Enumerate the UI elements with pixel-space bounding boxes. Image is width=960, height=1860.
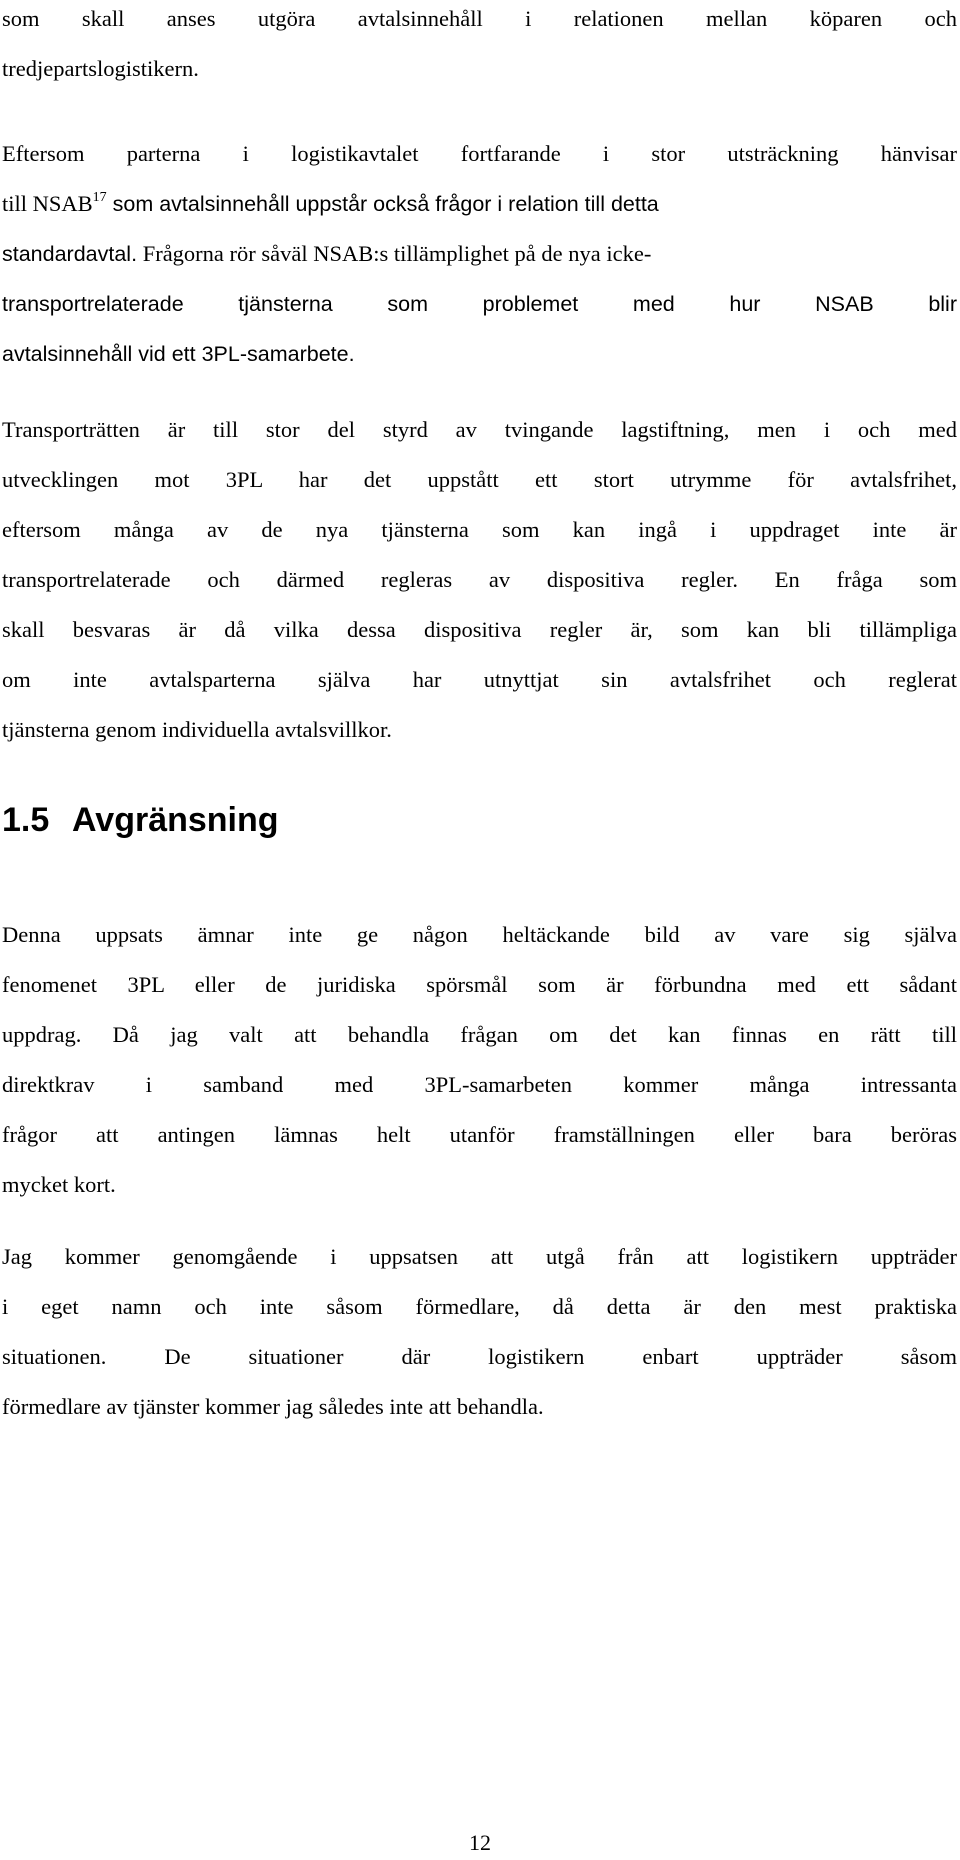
text-line: fenomenet 3PL eller de juridiska spörsmål som är förbundna med ett sådant (2, 972, 957, 997)
text-segment: som avtalsinnehåll uppstår också frågor i relation till detta (106, 192, 659, 216)
text-line: situationen. De situationer där logistikern enbart uppträder såsom (2, 1344, 957, 1369)
text-line: eftersom många av de nya tjänsterna som kan ingå i uppdraget inte är (2, 517, 957, 542)
text-segment: till NSAB (2, 191, 93, 216)
text-line: transportrelaterade tjänsterna som problemet med hur NSAB blir (2, 292, 957, 316)
text-line: Transporträtten är till stor del styrd av tvingande lagstiftning, men i och med (2, 417, 957, 442)
text-line (2, 229, 957, 279)
text-line: mycket kort. (2, 1172, 116, 1197)
text-segment: Frågorna rör såväl NSAB:s tillämplighet på de nya icke- (137, 241, 652, 266)
footnote-marker[interactable]: 17 (92, 190, 107, 205)
text-line: i eget namn och inte såsom förmedlare, då detta är den mest praktiska (2, 1294, 957, 1319)
text-line: transportrelaterade och därmed regleras av dispositiva regler. En fråga som (2, 567, 957, 592)
paragraph-assumption (2, 1232, 957, 1432)
paragraph-intro (2, 0, 957, 94)
section-number: 1.5 (2, 801, 50, 839)
text-segment: standardavtal. (2, 242, 138, 266)
text-line: Jag kommer genomgående i uppsatsen att utgå från att logistikern uppträder (2, 1244, 957, 1269)
text-line: uppdrag. Då jag valt att behandla frågan om det kan finnas en rätt till (2, 1022, 957, 1047)
text-line: skall besvaras är då vilka dessa dispositiva regler är, som kan bli tillämpliga (2, 617, 957, 642)
section-title: Avgränsning (72, 801, 279, 839)
section-heading (2, 790, 279, 850)
text-line: Denna uppsats ämnar inte ge någon heltäckande bild av vare sig själva (2, 922, 957, 947)
text-line (2, 179, 957, 229)
text-line: Eftersom parterna i logistikavtalet fortfarande i stor utsträckning hänvisar (2, 141, 957, 166)
paragraph-nsab (2, 129, 957, 379)
text-line: frågor att antingen lämnas helt utanför framställningen eller bara beröras (2, 1122, 957, 1147)
text-line: direktkrav i samband med 3PL-samarbeten kommer många intressanta (2, 1072, 957, 1097)
text-line: utvecklingen mot 3PL har det uppstått ett stort utrymme för avtalsfrihet, (2, 467, 957, 492)
text-line: avtalsinnehåll vid ett 3PL-samarbete. (2, 342, 355, 366)
paragraph-transport-law (2, 405, 957, 755)
text-line: om inte avtalsparterna själva har utnyttjat sin avtalsfrihet och reglerat (2, 667, 957, 692)
text-line: tjänsterna genom individuella avtalsvillkor. (2, 717, 392, 742)
page-number: 12 (469, 1830, 491, 1855)
paragraph-scope (2, 910, 957, 1210)
text-line: som skall anses utgöra avtalsinnehåll i relationen mellan köparen och (2, 6, 957, 31)
text-line: förmedlare av tjänster kommer jag således inte att behandla. (2, 1394, 544, 1419)
text-line: tredjepartslogistikern. (2, 56, 199, 81)
